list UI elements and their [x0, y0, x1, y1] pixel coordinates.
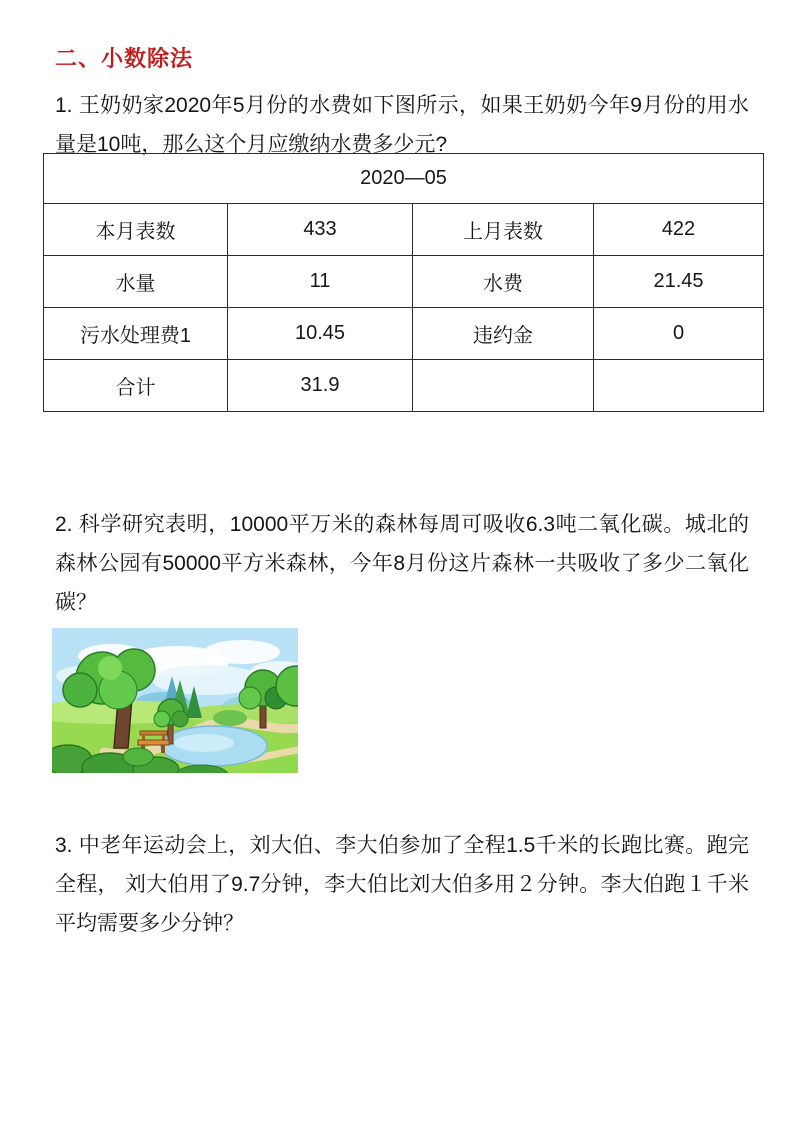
problem-2-text: 2. 科学研究表明，10000平万米的森林每周可吸收6.3吨二氧化碳。城北的森林公园有50000平方米森林，今年8月份这片森林一共吸收了多少二氧化碳？	[55, 513, 749, 614]
table-row	[44, 360, 764, 412]
table-cell-label: 本月表数	[44, 204, 228, 256]
table-cell-value: 422	[594, 204, 764, 256]
table-cell-value: 0	[594, 308, 764, 360]
table-row	[44, 204, 764, 256]
table-cell-empty	[413, 360, 594, 412]
table-cell-label: 上月表数	[413, 204, 594, 256]
table-cell-value: 433	[228, 204, 413, 256]
park-illustration-svg	[52, 628, 298, 773]
table-cell-empty	[594, 360, 764, 412]
table-cell-label: 污水处理费1	[44, 308, 228, 360]
table-cell-label: 合计	[44, 360, 228, 412]
table-title: 2020—05	[44, 154, 764, 204]
table-cell-label: 水量	[44, 256, 228, 308]
table-cell-label: 违约金	[413, 308, 594, 360]
problem-1-text: 1. 王奶奶家2020年5月份的水费如下图所示，如果王奶奶今年9月份的用水量是10吨，那么这个月应缴纳水费多少元?	[55, 94, 749, 156]
table-row	[44, 256, 764, 308]
table-cell-value: 21.45	[594, 256, 764, 308]
table-row	[44, 308, 764, 360]
section-heading: 二、小数除法	[55, 46, 194, 71]
park-illustration-image	[52, 628, 298, 773]
table-cell-value: 31.9	[228, 360, 413, 412]
table-title-row	[44, 154, 764, 204]
problem-3-text: 3. 中老年运动会上，刘大伯、李大伯参加了全程1.5千米的长跑比赛。跑完全程， 刘大伯用了9.7分钟，李大伯比刘大伯多用２分钟。李大伯跑１千米平均需要多少分钟？	[55, 834, 749, 935]
table-cell-value: 10.45	[228, 308, 413, 360]
water-bill-table	[43, 153, 764, 412]
table-cell-label: 水费	[413, 256, 594, 308]
table-cell-value: 11	[228, 256, 413, 308]
pond	[161, 726, 267, 766]
